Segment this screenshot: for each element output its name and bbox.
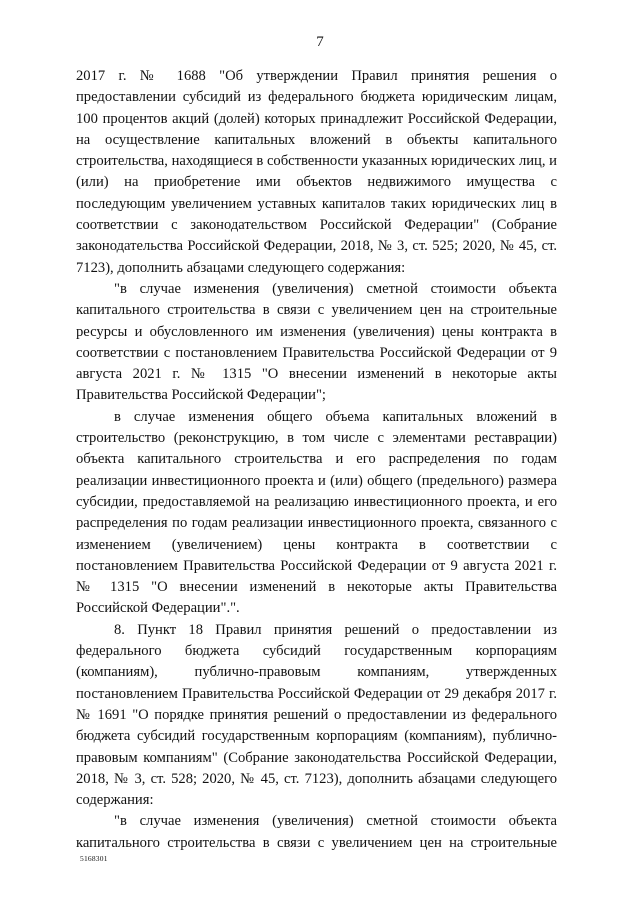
paragraph-continuation: 2017 г. № 1688 "Об утверждении Правил принятия решения о предоставлении субсидий из федерального бюджета юридическим лицам, 100 процентов акций (долей) которых принадлежит Российской Федерации, на осуществление капитальных вложений в объекты капитального строительства, находящиеся в собственности указанных юридических лиц, и (или) на приобретение ими объектов недвижимого имущества с последующим увеличением уставных капиталов таких юридических лиц в соответствии с законодательством Российской Федерации" (Собрание законодательства Российской Федерации, 2018, № 3, ст. 525; 2020, № 45, ст. 7123), дополнить абзацами следующего содержания:	[76, 68, 557, 276]
document-body	[76, 66, 557, 854]
paragraph-quote-cutoff: "в случае изменения (увеличения) сметной стоимости объекта капитального строительства в связи с увеличением цен на строительные	[76, 813, 557, 851]
paragraph-item-8: 8. Пункт 18 Правил принятия решений о предоставлении из федерального бюджета субсидий государственным корпорациям (компаниям), публично-правовым компаниям, утвержденных постановлением Правительства Российской Федерации от 29 декабря 2017 г. № 1691 "О порядке принятия решений о предоставлении из федерального бюджета субсидий государственным корпорациям (компаниям), публично-правовым компаниям" (Собрание законодательства Российской Федерации, 2018, № 3, ст. 528; 2020, № 45, ст. 7123), дополнить абзацами следующего содержания:	[76, 621, 557, 809]
document-code: 5168301	[80, 854, 108, 863]
paragraph-quote-continued: в случае изменения общего объема капитальных вложений в строительство (реконструкцию, в том числе с элементами реставрации) объекта капитального строительства и его распределения по годам реализации инвестиционного проекта и (или) общего (предельного) размера субсидии, предоставляемой на реализацию инвестиционного проекта, и его распределения по годам реализации инвестиционного проекта, связанного с изменением (увеличением) цены контракта в соответствии с постановлением Правительства Российской Федерации от 9 августа 2021 г. № 1315 "О внесении изменений в некоторые акты Правительства Российской Федерации".".	[76, 408, 557, 617]
page-number: 7	[316, 34, 324, 50]
paragraph-quote-start: "в случае изменения (увеличения) сметной стоимости объекта капитального строительства в связи с увеличением цен на строительные ресурсы и обусловленного им изменения (увеличения) цены контракта в соответствии с постановлением Правительства Российской Федерации от 9 августа 2021 г. № 1315 "О внесении изменений в некоторые акты Правительства Российской Федерации";	[76, 280, 557, 404]
